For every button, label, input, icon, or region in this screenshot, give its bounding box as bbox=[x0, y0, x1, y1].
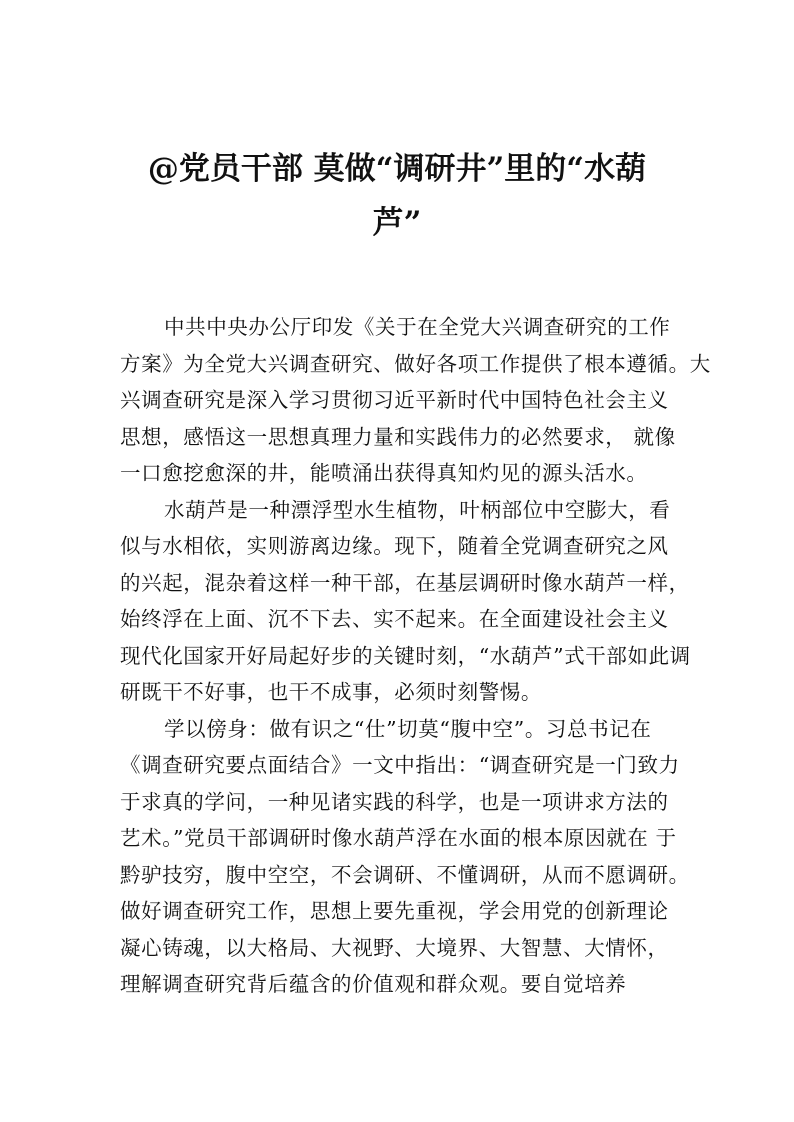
paragraph-line: 凝心铸魂，以大格局、大视野、大境界、大智慧、大情怀， bbox=[120, 935, 669, 960]
paragraph-line: 方案》为全党大兴调查研究、做好各项工作提供了根本遵循。大 bbox=[120, 351, 711, 376]
paragraph-line: 似与水相依，实则游离边缘。现下，随着全党调查研究之风 bbox=[120, 534, 669, 558]
paragraph-3 bbox=[120, 711, 692, 1003]
title-line: @党员干部 莫做“调研井”里的“水葫 bbox=[147, 151, 647, 187]
paragraph-line: 《调查研究要点面结合》一文中指出：“调查研究是一门致力 bbox=[120, 753, 680, 777]
paragraph-line: 学以傍身：做有识之“仕”切莫“腹中空”。习总书记在 bbox=[164, 716, 652, 741]
document-title bbox=[120, 142, 674, 250]
paragraph-2 bbox=[120, 492, 692, 711]
paragraph-line: 研既干不好事，也干不成事，必须时刻警惕。 bbox=[120, 680, 542, 704]
paragraph-line: 兴调查研究是深入学习贯彻习近平新时代中国特色社会主义 bbox=[120, 388, 669, 412]
paragraph-line: 理解调查研究背后蕴含的价值观和群众观。要自觉培养 bbox=[120, 972, 627, 996]
paragraph-line: 一口愈挖愈深的井，能喷涌出获得真知灼见的源头活水。 bbox=[120, 461, 648, 485]
paragraph-line: 始终浮在上面、沉不下去、实不起来。在全面建设社会主义 bbox=[120, 607, 669, 631]
paragraph-1 bbox=[120, 309, 711, 492]
paragraph-line: 做好调查研究工作，思想上要先重视，学会用党的创新理论 bbox=[120, 899, 669, 923]
title-line: 芦” bbox=[372, 205, 422, 241]
paragraph-line: 现代化国家开好局起好步的关键时刻，“水葫芦”式干部如此调 bbox=[120, 643, 691, 668]
paragraph-line: 黔驴技穷，腹中空空，不会调研、不懂调研，从而不愿调研。 bbox=[120, 862, 690, 887]
document-body bbox=[120, 309, 711, 1003]
paragraph-line: 的兴起，混杂着这样一种干部，在基层调研时像水葫芦一样， bbox=[120, 570, 690, 595]
paragraph-line: 中共中央办公厅印发《关于在全党大兴调查研究的工作 bbox=[164, 315, 671, 339]
paragraph-line: 水葫芦是一种漂浮型水生植物，叶柄部位中空膨大，看 bbox=[164, 497, 671, 522]
paragraph-line: 于求真的学问，一种见诸实践的科学，也是一项讲求方法的 bbox=[120, 789, 669, 814]
paragraph-line: 艺术。”党员干部调研时像水葫芦浮在水面的根本原因就在 于 bbox=[120, 826, 677, 850]
paragraph-line: 思想，感悟这一思想真理力量和实践伟力的必然要求， 就像 bbox=[120, 424, 676, 449]
